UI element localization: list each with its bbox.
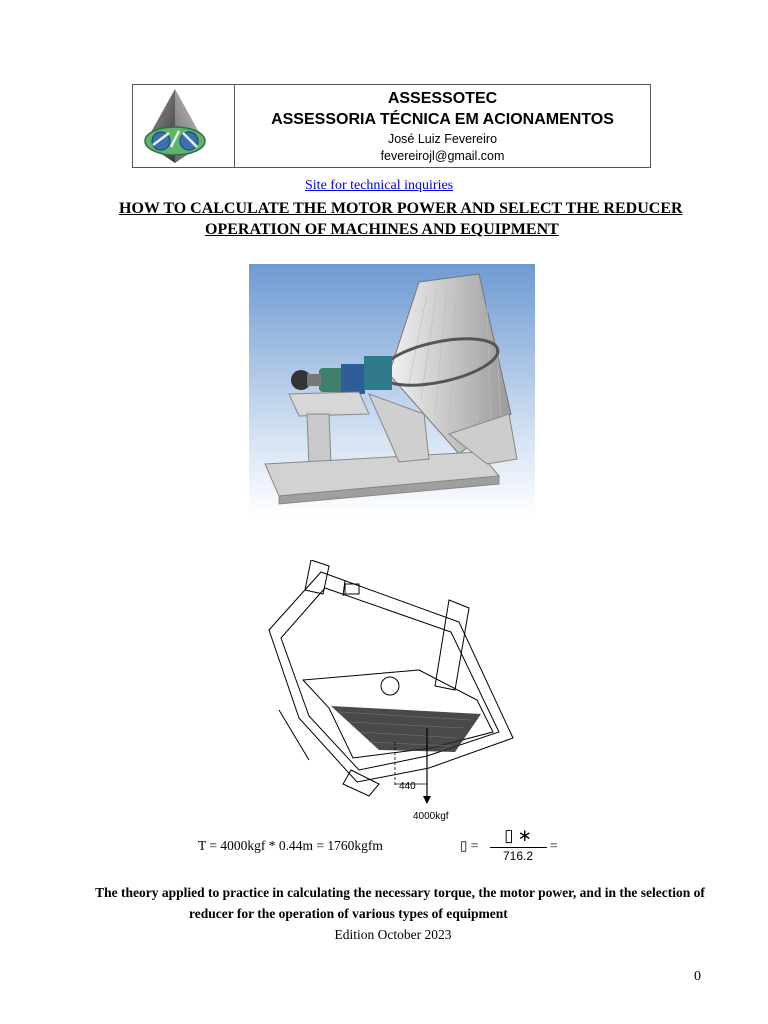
company-info <box>235 85 650 167</box>
description-line1: The theory applied to practice in calculating the necessary torque, the motor power, and in the selection of <box>95 885 705 900</box>
company-short-name: ASSESSOTEC <box>387 90 498 107</box>
company-full-name: ASSESSORIA TÉCNICA EM ACIONAMENTOS <box>271 111 614 128</box>
contact-name: José Luiz Fevereiro <box>387 132 498 146</box>
edition-text: Edition October 2023 <box>334 927 452 942</box>
page-number: 0 <box>694 969 701 984</box>
dimension-440-label: 440 <box>399 781 416 792</box>
fraction-bar <box>490 847 547 848</box>
cross-section-diagram <box>259 560 529 825</box>
header-table <box>132 84 651 168</box>
torque-formula: T = 4000kgf * 0.44m = 1760kgfm <box>198 838 383 853</box>
power-formula <box>460 826 590 866</box>
contact-email[interactable]: fevereirojl@gmail.com <box>380 149 505 163</box>
description-line2: reducer for the operation of various types of equipment <box>189 906 508 921</box>
technical-inquiries-link[interactable]: Site for technical inquiries <box>305 178 454 193</box>
power-formula-rhs: = <box>550 838 558 853</box>
machine-render-image <box>249 264 535 516</box>
pyramid-logo-icon <box>133 85 234 167</box>
document-title-line1: HOW TO CALCULATE THE MOTOR POWER AND SELECT THE REDUCER <box>119 200 683 217</box>
load-4000kgf-label: 4000kgf <box>413 811 449 822</box>
company-logo <box>133 85 235 167</box>
document-title-line2: OPERATION OF MACHINES AND EQUIPMENT <box>205 221 559 238</box>
power-formula-denominator: 716.2 <box>502 849 534 863</box>
power-formula-numerator: ▯ ∗ <box>504 826 532 845</box>
power-formula-lhs: ▯ = <box>460 838 479 853</box>
